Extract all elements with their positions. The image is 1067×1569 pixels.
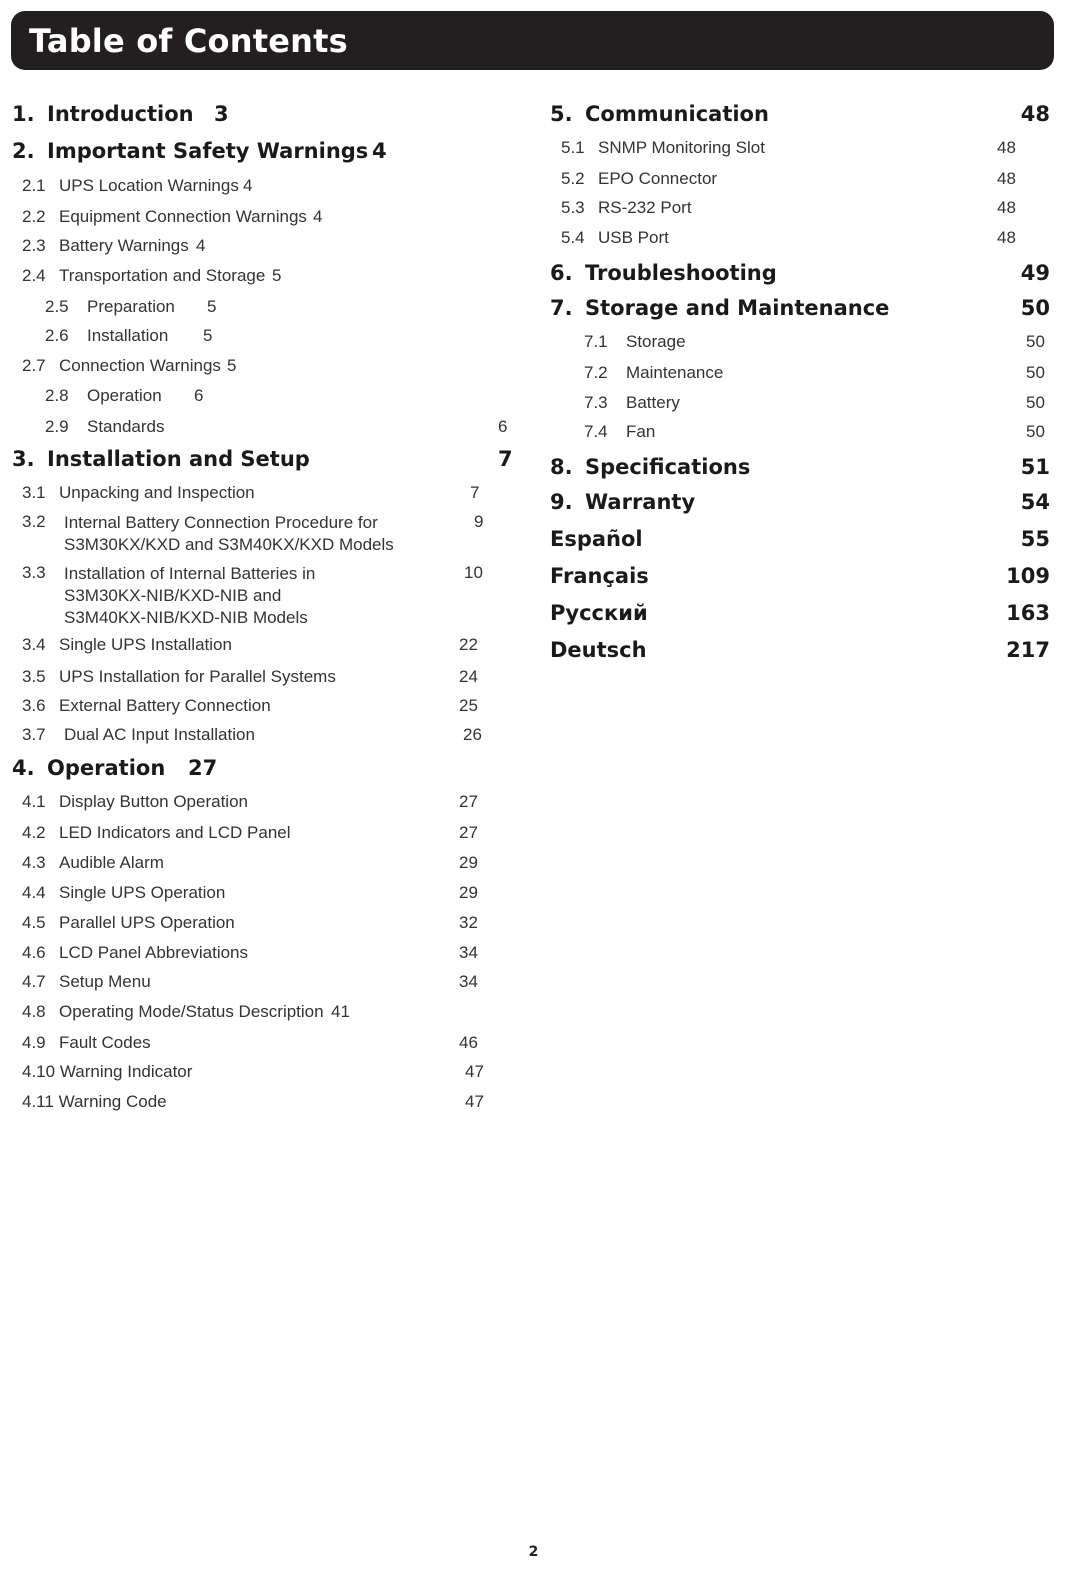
toc-page-4-5: 32 [459,913,478,932]
toc-entry-4-8[interactable]: 4.8 Operating Mode/Status Description [22,1002,324,1021]
page-title: Table of Contents [29,21,348,60]
toc-page-3-2: 9 [474,512,484,531]
toc-page-7-1: 50 [1026,332,1045,351]
page-number: 2 [528,1544,539,1560]
toc-page-specifications: 51 [1020,455,1050,479]
toc-page-3-1: 7 [470,483,480,502]
toc-entry-5-2[interactable]: 5.2 EPO Connector [561,169,718,188]
toc-entry-introduction[interactable]: 1. Introduction [12,102,194,126]
toc-page-4-3: 29 [459,853,478,872]
toc-entry-2-8[interactable]: 2.8 Operation [45,386,162,405]
toc-entry-4-6[interactable]: 4.6 LCD Panel Abbreviations [22,943,249,962]
toc-entry-warranty[interactable]: 9. Warranty [550,490,696,514]
toc-entry-4-7[interactable]: 4.7 Setup Menu [22,972,151,991]
toc-entry-2-6[interactable]: 2.6 Installation [45,326,169,345]
toc-page-3-4: 22 [459,635,478,654]
toc-entry-4-10[interactable]: 4.10 Warning Indicator [22,1062,193,1081]
toc-page-2-6: 5 [203,326,213,345]
toc-entry-2-1[interactable]: 2.1 UPS Location Warnings [22,176,239,195]
toc-entry-5-3[interactable]: 5.3 RS-232 Port [561,198,692,217]
toc-page-2-1: 4 [243,176,253,195]
toc-page-5-2: 48 [997,169,1016,188]
toc-page-4-7: 34 [459,972,478,991]
toc-entry-3-7[interactable]: 3.7 Dual AC Input Installation [22,725,255,744]
toc-entry-espanol[interactable]: Español [550,527,643,551]
toc-page-storage-maintenance: 50 [1020,296,1050,320]
toc-page-russian: 163 [1006,601,1050,625]
toc-page-3-7: 26 [463,725,482,744]
toc-entry-4-5[interactable]: 4.5 Parallel UPS Operation [22,913,235,932]
toc-page-2-3: 4 [196,236,206,255]
toc-page-espanol: 55 [1020,527,1050,551]
toc-page-4-8: 41 [331,1002,350,1021]
toc-entry-2-9[interactable]: 2.9 Standards [45,417,165,436]
toc-entry-francais[interactable]: Français [550,564,649,588]
toc-entry-4-3[interactable]: 4.3 Audible Alarm [22,853,164,872]
toc-entry-4-9[interactable]: 4.9 Fault Codes [22,1033,151,1052]
toc-page-4-6: 34 [459,943,478,962]
toc-page-5-1: 48 [997,138,1016,157]
toc-entry-troubleshooting[interactable]: 6. Troubleshooting [550,261,777,285]
toc-page-operation: 27 [188,756,218,780]
toc-page-communication: 48 [1020,102,1050,126]
toc-entry-3-2-num: 3.2 [22,512,46,531]
toc-entry-3-4[interactable]: 3.4 Single UPS Installation [22,635,232,654]
toc-entry-3-6[interactable]: 3.6 External Battery Connection [22,696,271,715]
toc-page-5-4: 48 [997,228,1016,247]
toc-page-7-4: 50 [1026,422,1045,441]
toc-page-4-9: 46 [459,1033,478,1052]
toc-entry-deutsch[interactable]: Deutsch [550,638,647,662]
toc-entry-safety-warnings[interactable]: 2. Important Safety Warnings [12,139,369,163]
toc-entry-russian[interactable]: Русский [550,601,648,625]
toc-entry-operation[interactable]: 4. Operation [12,756,166,780]
toc-entry-2-2[interactable]: 2.2 Equipment Connection Warnings [22,207,307,226]
toc-page-2-4: 5 [272,266,282,285]
toc-page-3-3: 10 [464,563,483,582]
toc-entry-communication[interactable]: 5. Communication [550,102,769,126]
toc-page-2-9: 6 [498,417,508,436]
toc-page-4-10: 47 [465,1062,484,1081]
toc-page-troubleshooting: 49 [1020,261,1050,285]
toc-entry-4-11[interactable]: 4.11 Warning Code [22,1092,167,1111]
toc-entry-2-5[interactable]: 2.5 Preparation [45,297,175,316]
toc-entry-4-4[interactable]: 4.4 Single UPS Operation [22,883,226,902]
toc-entry-3-3[interactable]: Installation of Internal Batteries in S3M30KX-NIB/KXD-NIB and S3M40KX-NIB/KXD-NIB Models [64,564,316,627]
toc-page-deutsch: 217 [1006,638,1050,662]
toc-page-2-2: 4 [313,207,323,226]
toc-entry-4-1[interactable]: 4.1 Display Button Operation [22,792,248,811]
toc-page-3-5: 24 [459,667,478,686]
toc-page-warranty: 54 [1020,490,1050,514]
toc-page-4-1: 27 [459,792,478,811]
toc-page-introduction: 3 [214,102,229,126]
toc-entry-installation-setup[interactable]: 3. Installation and Setup [12,447,310,471]
toc-entry-2-3[interactable]: 2.3 Battery Warnings [22,236,189,255]
toc-page-2-8: 6 [194,386,204,405]
toc-page-safety-warnings: 4 [372,139,387,163]
toc-entry-7-3[interactable]: 7.3 Battery [584,393,680,412]
toc-entry-specifications[interactable]: 8. Specifications [550,455,751,479]
toc-entry-3-5[interactable]: 3.5 UPS Installation for Parallel Systems [22,667,336,686]
toc-page-4-2: 27 [459,823,478,842]
toc-page-2-5: 5 [207,297,217,316]
toc-page-5-3: 48 [997,198,1016,217]
toc-page-3-6: 25 [459,696,478,715]
toc-entry-2-7[interactable]: 2.7 Connection Warnings [22,356,221,375]
toc-entry-7-4[interactable]: 7.4 Fan [584,422,656,441]
toc-entry-3-2[interactable]: Internal Battery Connection Procedure for S3M30KX/KXD and S3M40KX/KXD Models [64,513,394,554]
toc-header-bar [11,11,1054,70]
toc-page-4-11: 47 [465,1092,484,1111]
toc-entry-7-1[interactable]: 7.1 Storage [584,332,686,351]
toc-page-installation-setup: 7 [498,447,513,471]
toc-entry-5-1[interactable]: 5.1 SNMP Monitoring Slot [561,138,765,157]
toc-entry-3-3-num: 3.3 [22,563,46,582]
toc-entry-7-2[interactable]: 7.2 Maintenance [584,363,724,382]
toc-entry-2-4[interactable]: 2.4 Transportation and Storage [22,266,266,285]
toc-entry-5-4[interactable]: 5.4 USB Port [561,228,669,247]
toc-entry-4-2[interactable]: 4.2 LED Indicators and LCD Panel [22,823,291,842]
toc-page-2-7: 5 [227,356,237,375]
toc-entry-storage-maintenance[interactable]: 7. Storage and Maintenance [550,296,890,320]
toc-entry-3-1[interactable]: 3.1 Unpacking and Inspection [22,483,255,502]
toc-page-4-4: 29 [459,883,478,902]
toc-page-francais: 109 [1006,564,1050,588]
toc-page-7-3: 50 [1026,393,1045,412]
toc-page-7-2: 50 [1026,363,1045,382]
